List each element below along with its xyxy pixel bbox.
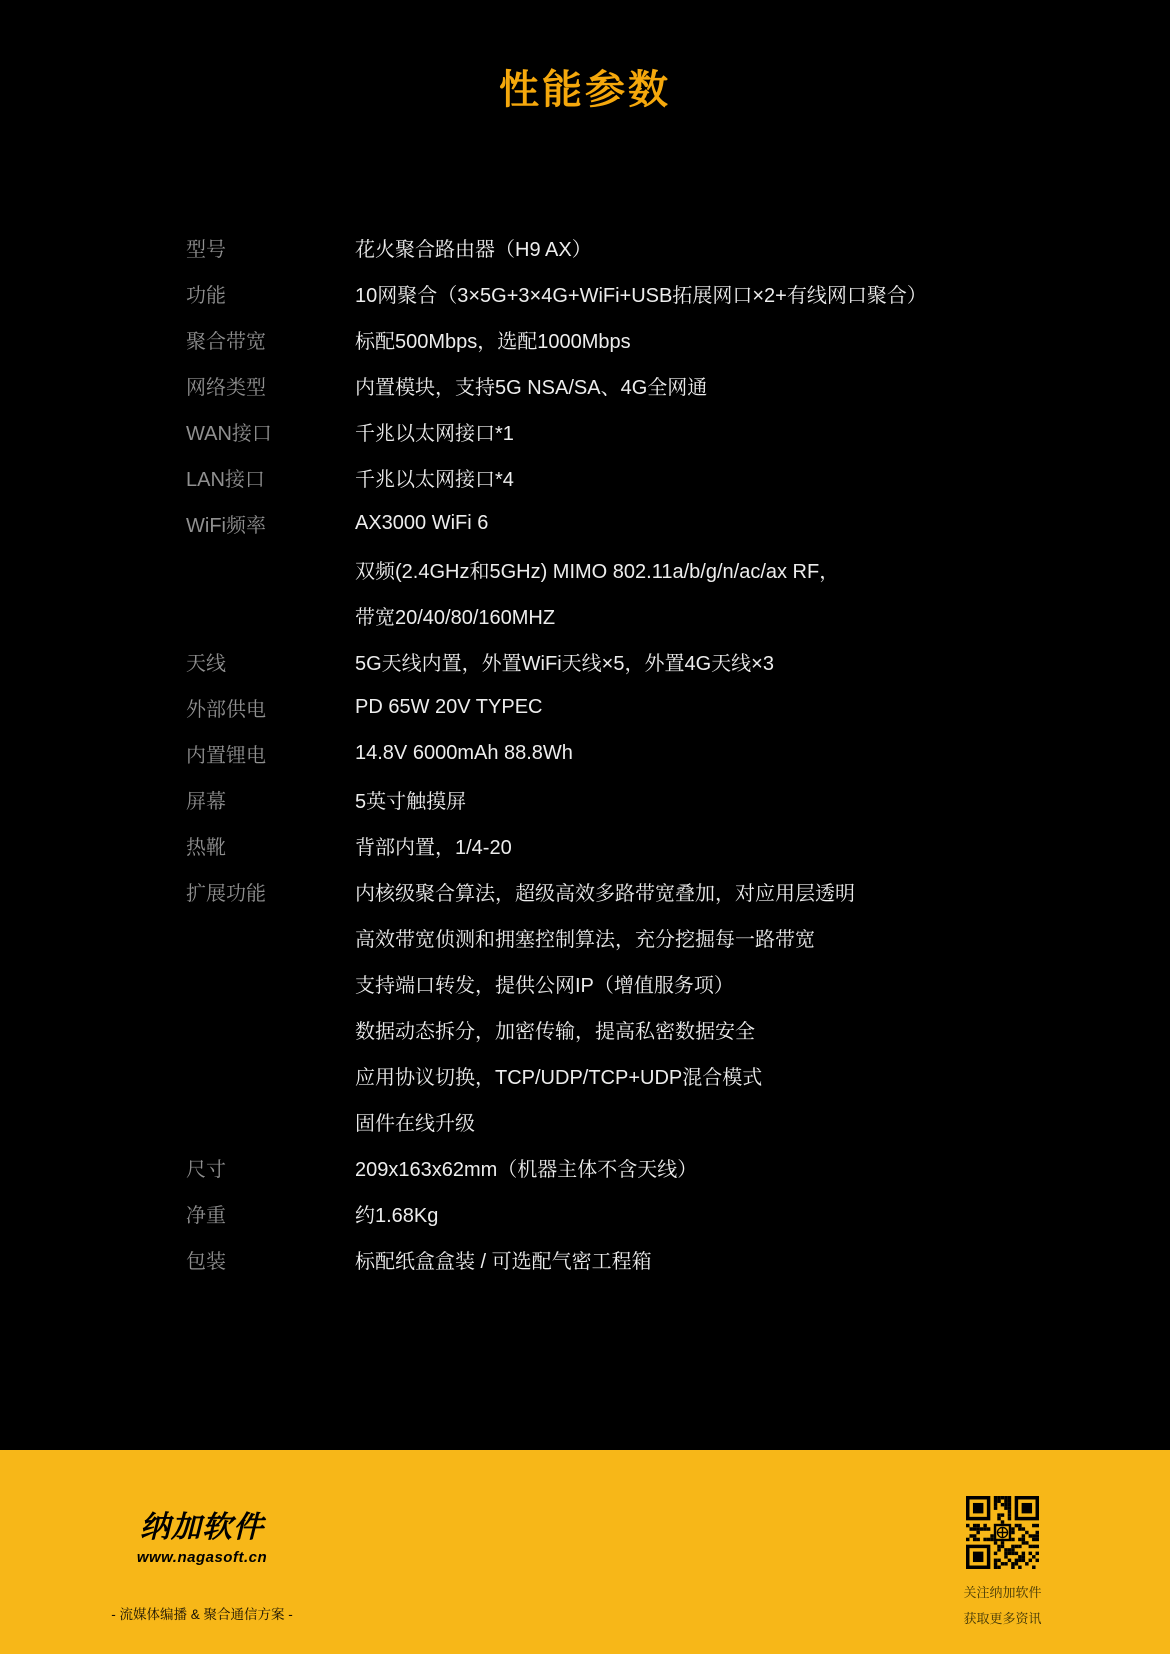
spec-row-line [186,960,1016,1006]
spec-label: LAN接口 [186,468,265,491]
spec-value: 数据动态拆分，加密传输，提高私密数据安全 [355,1020,755,1043]
spec-value: 内核级聚合算法，超级高效多路带宽叠加，对应用层透明 [355,882,855,905]
footer [0,1450,1170,1654]
spec-value: 应用协议切换，TCP/UDP/TCP+UDP混合模式 [355,1066,763,1089]
spec-label: 聚合带宽 [186,330,266,353]
spec-value: 花火聚合路由器（H9 AX） [355,238,592,261]
spec-value: 标配500Mbps，选配1000Mbps [355,330,631,353]
spec-value: 双频(2.4GHz和5GHz) MIMO 802.11a/b/g/n/ac/ax RF， [355,560,840,583]
spec-row-line [186,362,1016,408]
spec-label: 天线 [186,652,226,675]
spec-row-line [186,1144,1016,1190]
spec-row-line [186,1236,1016,1282]
spec-value: 固件在线升级 [355,1112,475,1135]
spec-row-line [186,1098,1016,1144]
spec-row-line [186,546,1016,592]
spec-table [186,224,1016,1282]
brand-logo: 纳加软件 [140,1511,264,1544]
spec-value: 14.8V 6000mAh 88.8Wh [355,741,573,764]
spec-row-line [186,1190,1016,1236]
spec-value: 约1.68Kg [355,1204,439,1227]
spec-row-line [186,408,1016,454]
spec-row-line [186,1052,1016,1098]
brand-website: www.nagasoft.cn [136,1549,268,1566]
spec-label: 功能 [186,284,226,307]
spec-value: 高效带宽侦测和拥塞控制算法，充分挖掘每一路带宽 [355,928,815,951]
spec-row-line [186,224,1016,270]
spec-label: 包装 [186,1250,226,1273]
spec-label: 外部供电 [186,698,266,721]
brand-block [102,1450,302,1623]
qr-caption-line2: 获取更多资讯 [963,1611,1042,1626]
spec-label: 内置锂电 [186,744,266,767]
spec-label: 热靴 [186,836,226,859]
spec-row-line [186,316,1016,362]
spec-row-line [186,822,1016,868]
spec-label: 型号 [186,238,226,261]
spec-label: WiFi频率 [186,514,266,537]
spec-value: 5英寸触摸屏 [355,790,467,813]
spec-value: 内置模块，支持5G NSA/SA、4G全网通 [355,376,708,399]
spec-value: AX3000 WiFi 6 [355,511,489,534]
spec-value: 10网聚合（3×5G+3×4G+WiFi+USB拓展网口×2+有线网口聚合） [355,284,927,307]
spec-value: PD 65W 20V TYPEC [355,695,543,718]
spec-label: WAN接口 [186,422,272,445]
spec-value: 209x163x62mm（机器主体不含天线） [355,1158,698,1181]
spec-value: 带宽20/40/80/160MHZ [355,606,556,629]
spec-row-line [186,730,1016,776]
spec-row-line [186,684,1016,730]
spec-label: 尺寸 [186,1158,226,1181]
qr-block [942,1496,1063,1630]
qr-caption-line1: 关注纳加软件 [963,1585,1042,1600]
spec-row-line [186,500,1016,546]
spec-value: 千兆以太网接口*1 [355,422,514,445]
spec-label: 屏幕 [186,790,226,813]
brand-tagline: - 流媒体编播 & 聚合通信方案 - [111,1607,293,1622]
spec-value: 标配纸盒盒装 / 可选配气密工程箱 [355,1250,652,1273]
spec-label: 扩展功能 [186,882,266,905]
spec-row-line [186,868,1016,914]
spec-row-line [186,454,1016,500]
spec-value: 千兆以太网接口*4 [355,468,514,491]
page-title: 性能参数 [499,68,671,112]
spec-row-line [186,776,1016,822]
spec-value: 背部内置，1/4-20 [355,836,512,859]
qr-code-icon [966,1496,1039,1569]
spec-row-line [186,1006,1016,1052]
spec-row-line [186,592,1016,638]
spec-row-line [186,270,1016,316]
spec-value: 支持端口转发，提供公网IP（增值服务项） [355,974,734,997]
spec-value: 5G天线内置，外置WiFi天线×5，外置4G天线×3 [355,652,774,675]
spec-label: 网络类型 [186,376,266,399]
spec-row-line [186,914,1016,960]
spec-label: 净重 [186,1204,226,1227]
spec-row-line [186,638,1016,684]
